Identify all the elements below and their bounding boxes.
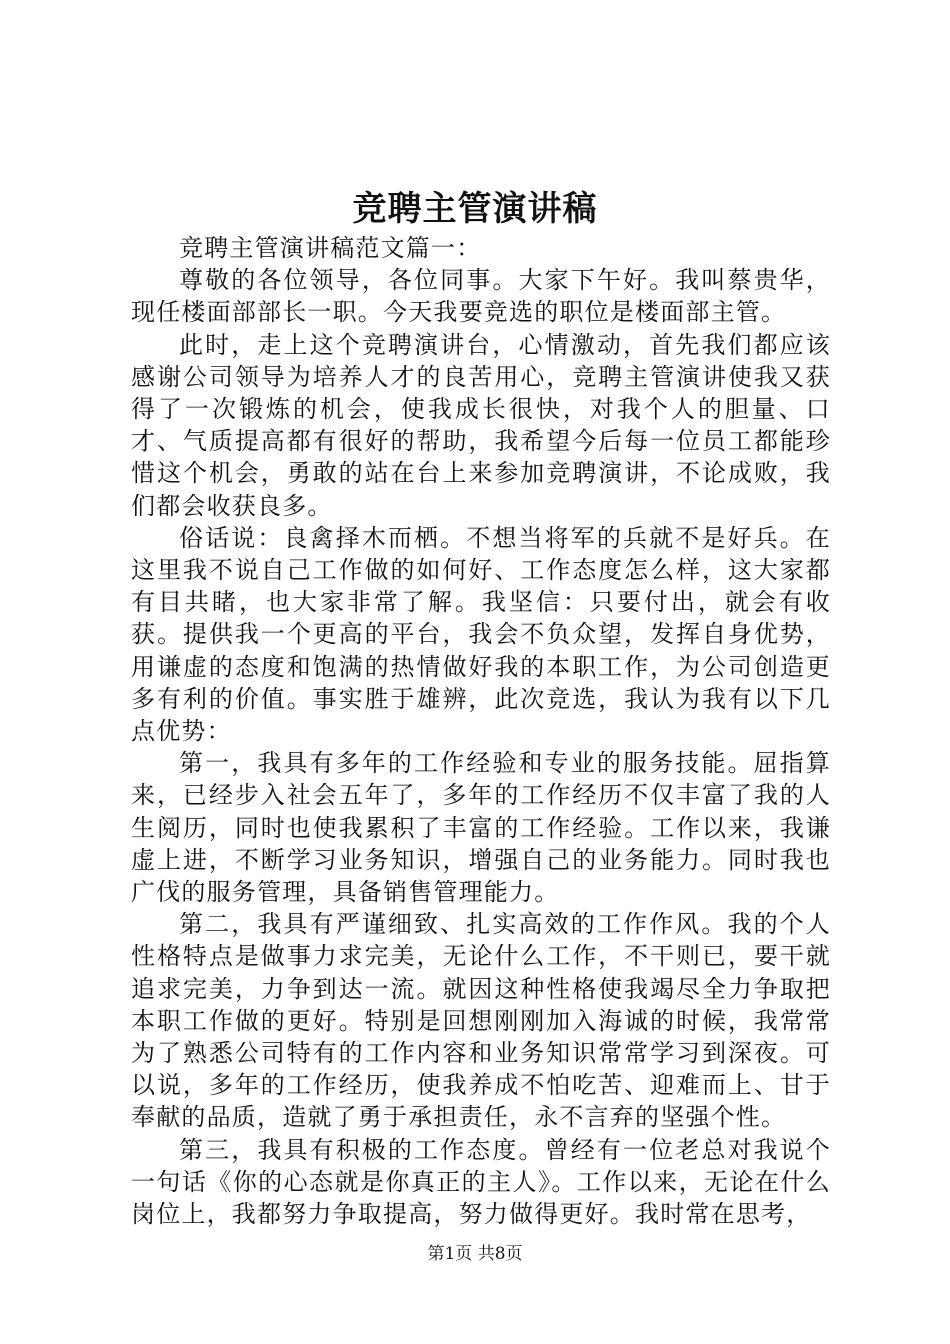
paragraph-greeting: 尊敬的各位领导，各位同事。大家下午好。我叫蔡贵华，现任楼面部部长一职。今天我要竞选的职位是楼面部主管。 — [131, 266, 831, 327]
paragraph-second-advantage: 第二，我具有严谨细致、扎实高效的工作作风。我的个人性格特点是做事力求完美，无论什么工作，不干则已，要干就追求完美，力争到达一流。就因这种性格使我竭尽全力争取把本职工作做的更好。特别是回想刚刚加入海诚的时候，我常常为了熟悉公司特有的工作内容和业务知识常常学习到深夜。可以说，多年的工作经历，使我养成不怕吃苦、迎难而上、甘于奉献的品质，造就了勇于承担责任，永不言弃的坚强个性。 — [131, 910, 831, 1132]
document-body — [131, 232, 831, 1230]
paragraph-thanks: 此时，走上这个竞聘演讲台，心情激动，首先我们都应该感谢公司领导为培养人才的良苦用心，竞聘主管演讲使我又获得了一次锻炼的机会，使我成长很快，对我个人的胆量、口才、气质提高都有很好的帮助，我希望今后每一位员工都能珍惜这个机会，勇敢的站在台上来参加竞聘演讲，不论成败，我们都会收获良多。 — [131, 330, 831, 520]
page-footer: 第1页 共8页 — [427, 1244, 523, 1264]
paragraph-proverb: 俗话说：良禽择木而栖。不想当将军的兵就不是好兵。在这里我不说自己工作做的如何好、工作态度怎么样，这大家都有目共睹，也大家非常了解。我坚信：只要付出，就会有收获。提供我一个更高的平台，我会不负众望，发挥自身优势，用谦虚的态度和饱满的热情做好我的本职工作，为公司创造更多有利的价值。事实胜于雄辨，此次竞选，我认为我有以下几点优势： — [131, 523, 831, 746]
document-title: 竞聘主管演讲稿 — [352, 189, 598, 229]
paragraph-third-advantage: 第三，我具有积极的工作态度。曾经有一位老总对我说个一句话《你的心态就是你真正的主人》。工作以来，无论在什么岗位上，我都努力争取提高，努力做得更好。我时常在思考， — [131, 1135, 831, 1229]
paragraph-intro: 竞聘主管演讲稿范文篇一： — [179, 234, 482, 262]
paragraph-first-advantage: 第一，我具有多年的工作经验和专业的服务技能。屈指算来，已经步入社会五年了，多年的工作经历不仅丰富了我的人生阅历，同时也使我累积了丰富的工作经验。工作以来，我谦虚上进，不断学习业务知识，增强自己的业务能力。同时我也广伐的服务管理，具备销售管理能力。 — [131, 749, 831, 907]
